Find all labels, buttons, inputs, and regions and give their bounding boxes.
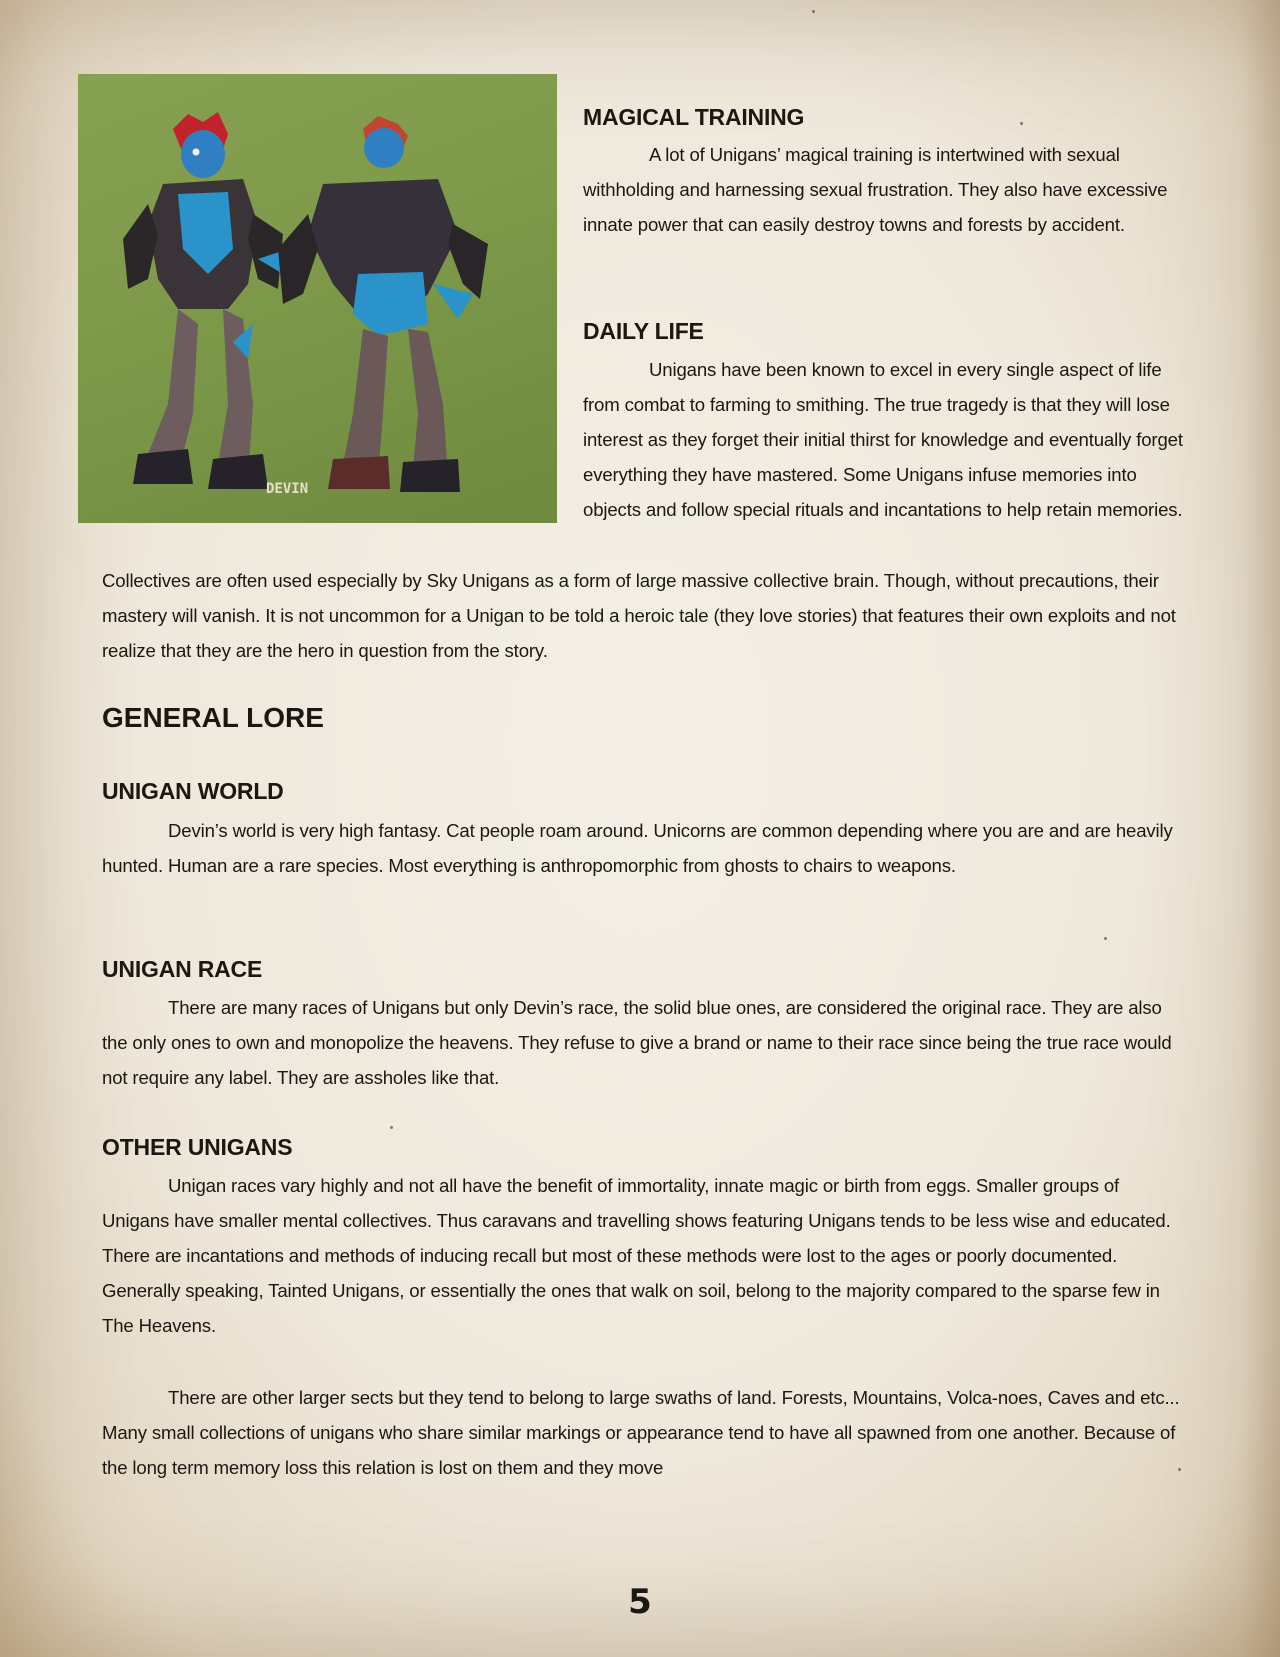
heading-other-unigans: OTHER UNIGANS (102, 1134, 293, 1160)
page-number: 5 (628, 1582, 652, 1622)
heading-unigan-world: UNIGAN WORLD (102, 778, 284, 804)
character-front (123, 112, 288, 489)
other-unigans-text: Unigan races vary highly and not all have the benefit of immortality, innate magic or birth from eggs. Smaller groups of Unigans have smaller mental collectives. Thus caravans and travelling shows featuring Unigans tends to be less wise and educated. There are incantations and methods of inducing recall but most of these methods were lost to the ages or poorly documented. Generally speaking, Tainted Unigans, or essentially the ones that walk on soil, belong to the majority compared to the sparse few in The Heavens. (102, 1175, 1171, 1336)
heading-general-lore: GENERAL LORE (102, 702, 324, 733)
paper-speck (1104, 937, 1107, 940)
unigan-race-text: There are many races of Unigans but only Devin’s race, the solid blue ones, are considered the original race. They are also the only ones to own and monopolize the heavens. They refuse to give a brand or name to their race since being the true race would not require any label. They are assholes like that. (102, 997, 1172, 1088)
paper-speck (390, 1126, 393, 1129)
heading-daily-life: DAILY LIFE (583, 318, 704, 344)
page-edge (1242, 0, 1280, 1657)
magical-training-text: A lot of Unigans’ magical training is intertwined with sexual withholding and harnessing sexual frustration. They also have excessive innate power that can easily destroy towns and forests by accident. (583, 144, 1168, 235)
heading-unigan-race: UNIGAN RACE (102, 956, 263, 982)
other-unigans-text-2: There are other larger sects but they tend to belong to large swaths of land. Forests, Mountains, Volca-noes, Caves and etc... Many small collections of unigans who share similar markings or appearance tend to have all spawned from one another. Because of the long term memory loss this relation is lost on them and they move (102, 1387, 1180, 1478)
character-artwork (78, 74, 557, 523)
daily-life-continuation: Collectives are often used especially by Sky Unigans as a form of large massive collective brain. Though, without precautions, their mastery will vanish. It is not uncommon for a Unigan to be told a heroic tale (they love stories) that features their own exploits and not realize that they are the hero in question from the story. (102, 570, 1176, 661)
character-illustration (78, 74, 557, 523)
heading-magical-training: MAGICAL TRAINING (583, 104, 805, 130)
daily-life-text: Unigans have been known to excel in every single aspect of life from combat to farming to smithing. The true tragedy is that they will lose interest as they forget their initial thirst for knowledge and eventually forget everything they have mastered. Some Unigans infuse memories into objects and follow special rituals and incantations to help retain memories. (583, 359, 1183, 520)
artist-signature: DEVIN (266, 481, 309, 497)
unigan-world-text: Devin’s world is very high fantasy. Cat people roam around. Unicorns are common depending where you are and are heavily hunted. Human are a rare species. Most everything is anthropomorphic from ghosts to chairs to weapons. (102, 820, 1173, 876)
paper-speck (812, 10, 815, 13)
paper-speck (1020, 122, 1023, 125)
character-back (278, 116, 488, 492)
